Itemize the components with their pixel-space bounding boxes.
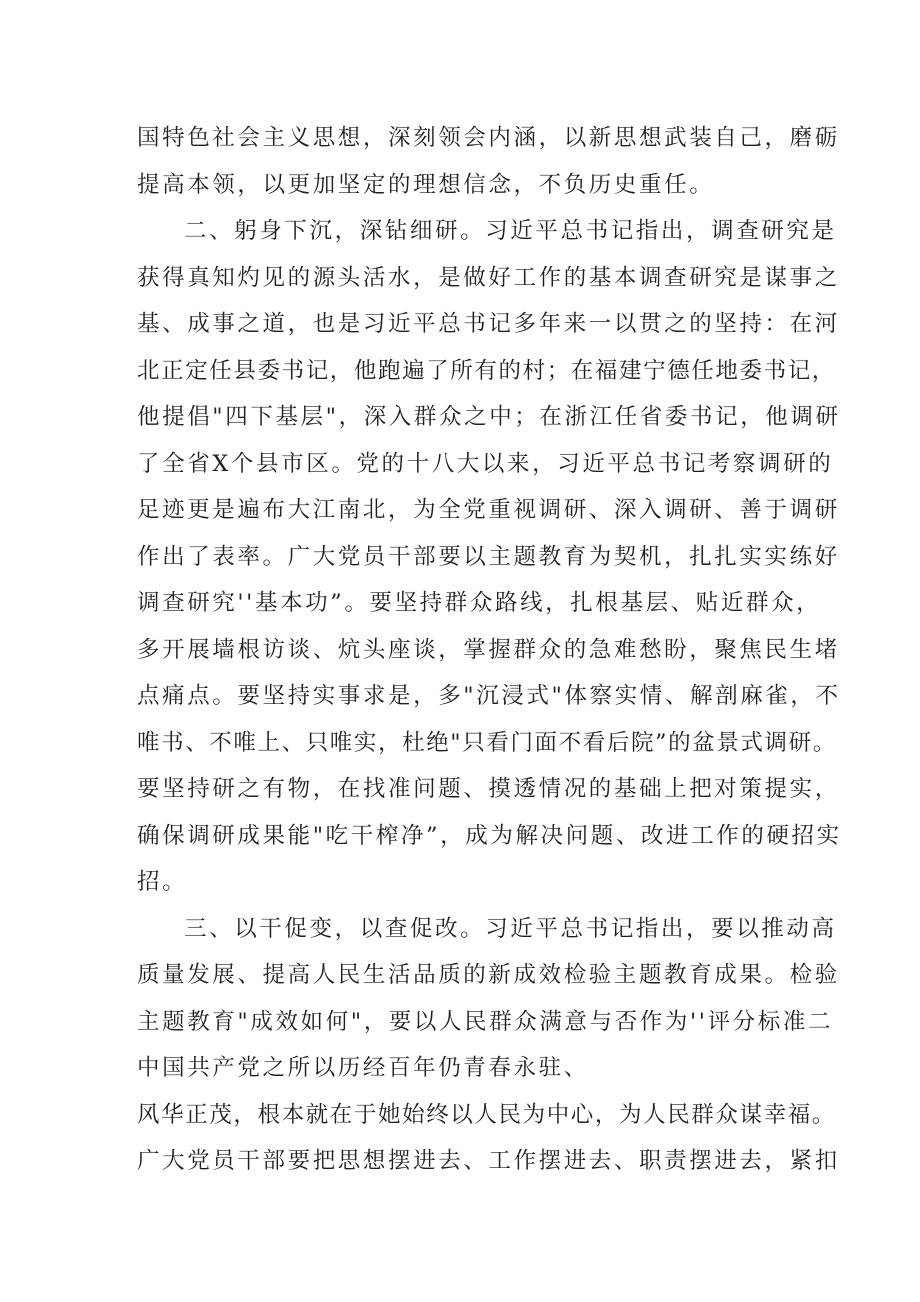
- paragraph-two-heading-line: 二、躬身下沉，深钻细研。习近平总书记指出，调查研究是: [184, 218, 837, 244]
- text-line: 招。: [137, 869, 188, 895]
- text-line: 广大党员干部要把思想摆进去、工作摆进去、职责摆进去，紧扣: [137, 1148, 840, 1174]
- text-line: 唯书、不唯上、只唯实，杜绝"只看门面不看后院”的盆景式调研。: [137, 730, 837, 756]
- text-line: 获得真知灼见的源头活水，是做好工作的基本调查研究是谋事之: [137, 265, 840, 291]
- paragraph-three-heading-line: 三、以干促变，以查促改。习近平总书记指出，要以推动高: [184, 916, 837, 942]
- text-line: 国特色社会主义思想，深刻领会内涵，以新思想武装自己，磨砺: [137, 125, 840, 151]
- text-line: 多开展墙根访谈、炕头座谈，掌握群众的急难愁盼，聚焦民生堵: [137, 637, 840, 663]
- text-line: 要坚持研之有物，在找准问题、摸透情况的基础上把对策提实，: [137, 776, 840, 802]
- text-line: 基、成事之道，也是习近平总书记多年来一以贯之的坚持：在河: [137, 311, 840, 337]
- text-line: 点痛点。要坚持实事求是，多"沉浸式"体察实情、解剖麻雀，不: [137, 683, 841, 709]
- text-line: 中国共产党之所以历经百年仍青春永驻、: [137, 1055, 589, 1081]
- text-line: 主题教育"成效如何"，要以人民群众满意与否作为''评分标准二: [137, 1009, 834, 1035]
- text-line: 提高本领，以更加坚定的理想信念，不负历史重任。: [137, 172, 715, 198]
- text-line: 风华正茂，根本就在于她始终以人民为中心，为人民群众谋幸福。: [137, 1102, 836, 1128]
- text-line: 了全省X个县市区。党的十八大以来，习近平总书记考察调研的: [137, 451, 834, 477]
- text-line: 北正定任县委书记，他跑遍了所有的村；在福建宁德任地委书记，: [137, 358, 836, 384]
- text-line: 确保调研成果能"吃干榨净”，成为解决问题、改进工作的硬招实: [137, 823, 842, 849]
- text-line: 质量发展、提高人民生活品质的新成效检验主题教育成果。检验: [137, 962, 840, 988]
- text-line: 作出了表率。广大党员干部要以主题教育为契机，扎扎实实练好: [137, 544, 840, 570]
- text-line: 他提倡"四下基层"，深入群众之中；在浙江任省委书记，他调研: [137, 404, 841, 430]
- text-line: 调查研究''基本功”。要坚持群众路线，扎根基层、贴近群众，: [137, 590, 822, 616]
- text-line: 足迹更是遍布大江南北，为全党重视调研、深入调研、善于调研: [137, 497, 840, 523]
